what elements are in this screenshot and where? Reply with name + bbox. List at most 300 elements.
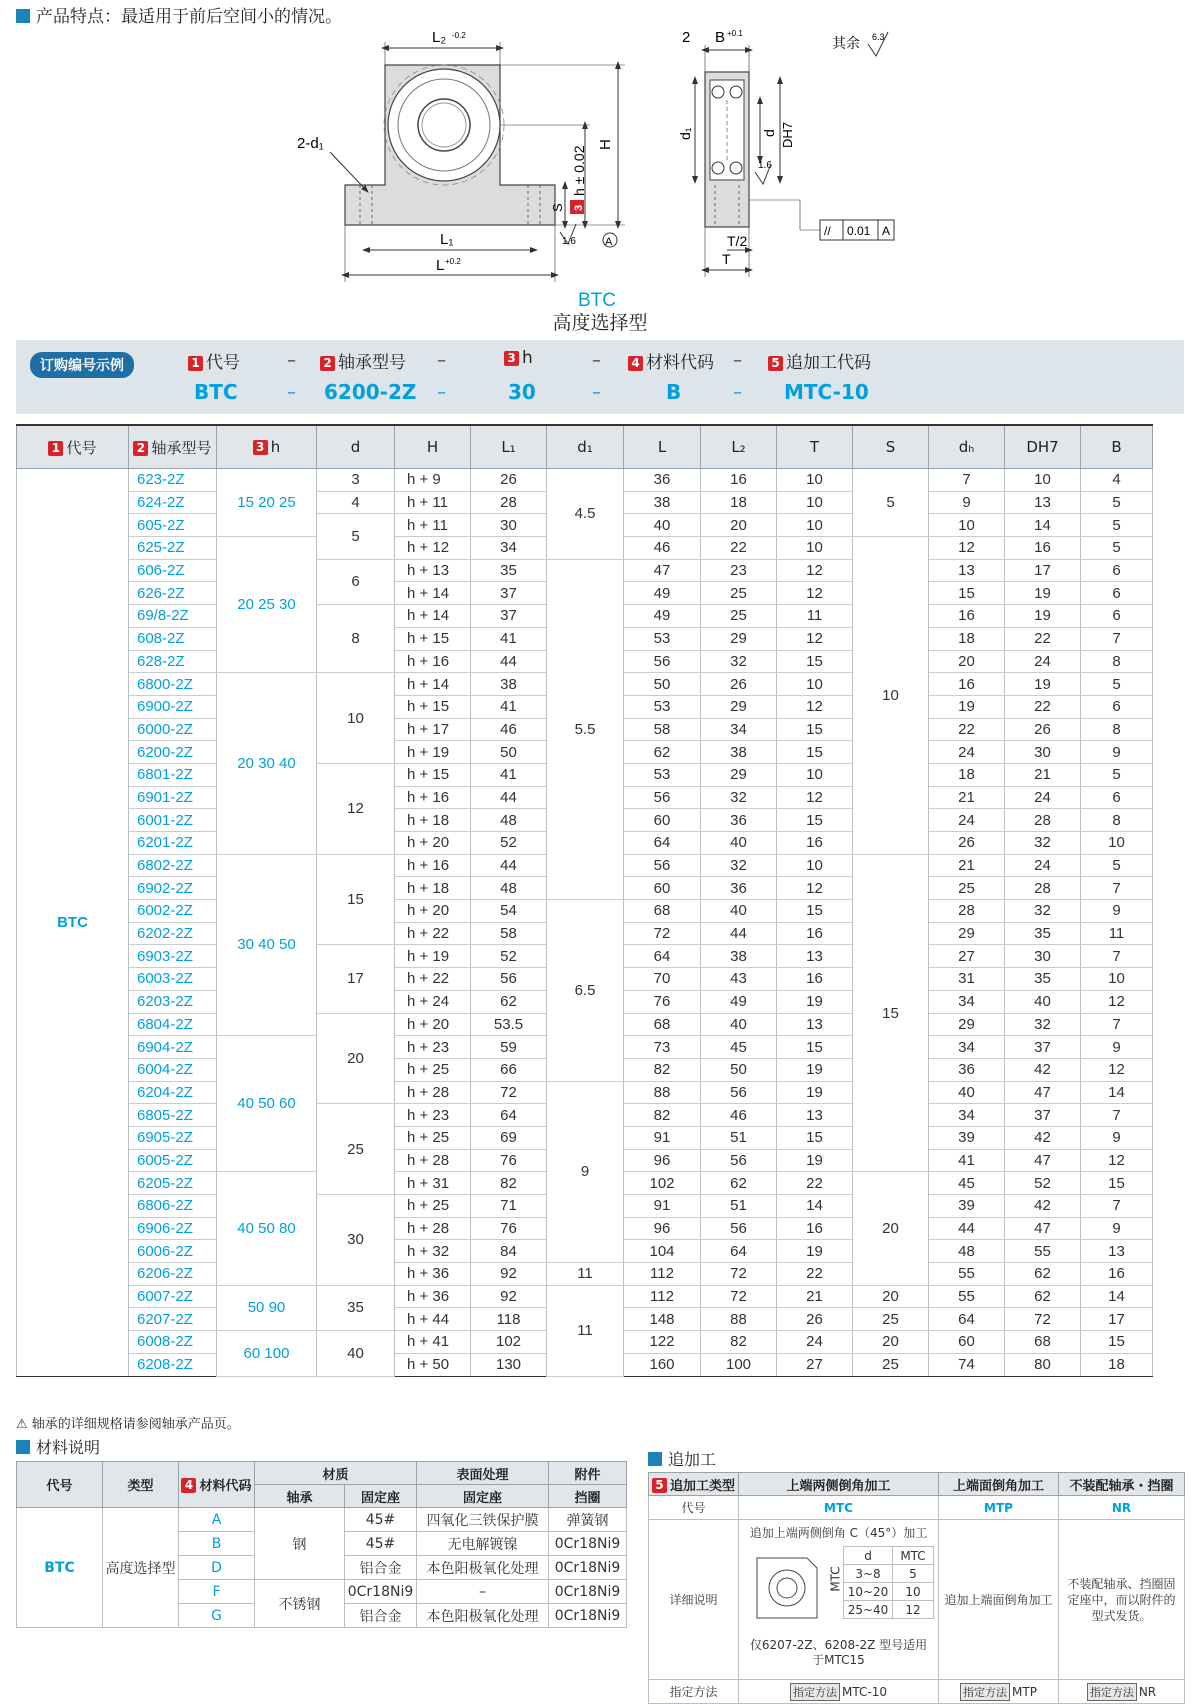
mat-type-cell: 高度选择型 [103,1508,179,1628]
bearing-bore-circle [418,99,470,151]
svg-text:6.3: 6.3 [872,32,885,42]
L1-cell: 30 [471,514,547,537]
L1-cell: 82 [471,1172,547,1195]
T-cell: 19 [777,1149,853,1172]
bearing-model-cell: 6203-2Z [129,990,217,1013]
bearing-model-cell: 6904-2Z [129,1036,217,1059]
L2-cell: 34 [701,718,777,741]
L-cell: 88 [624,1081,701,1104]
B-cell: 12 [1081,990,1153,1013]
bearing-model-cell: 6905-2Z [129,1126,217,1149]
B-cell: 9 [1081,1217,1153,1240]
H-cell: h + 25 [395,1058,471,1081]
L2-cell: 20 [701,514,777,537]
bearing-model-cell: 6004-2Z [129,1058,217,1081]
spec-col-header: DH7 [1005,425,1081,469]
dh-cell: 44 [929,1217,1005,1240]
d-cell: 20 [317,1013,395,1104]
mat-subheader: 固定座 [417,1485,549,1508]
d1-cell: 11 [547,1285,624,1376]
drawing-svg [0,0,1200,320]
DH7-cell: 35 [1005,922,1081,945]
H-cell: h + 18 [395,877,471,900]
dh-cell: 28 [929,900,1005,923]
dh-cell: 16 [929,605,1005,628]
DH7-cell: 30 [1005,741,1081,764]
mat-surface-cell: 四氧化三铁保护膜 [417,1508,549,1532]
dh-cell: 15 [929,582,1005,605]
L2-cell: 100 [701,1353,777,1376]
DH7-cell: 62 [1005,1263,1081,1286]
L2-cell: 50 [701,1058,777,1081]
L2-cell: 51 [701,1126,777,1149]
dh-cell: 22 [929,718,1005,741]
mat-surface-cell: 无电解镀镍 [417,1532,549,1556]
bearing-note-text: 轴承的详细规格请参阅轴承产品页。 [31,1417,240,1432]
DH7-cell: 47 [1005,1217,1081,1240]
B-cell: 6 [1081,559,1153,582]
L1-cell: 72 [471,1081,547,1104]
dh-cell: 24 [929,741,1005,764]
dh-cell: 34 [929,1036,1005,1059]
H-cell: h + 24 [395,990,471,1013]
dh-cell: 18 [929,627,1005,650]
B-cell: 5 [1081,854,1153,877]
L2-cell: 82 [701,1331,777,1354]
L-cell: 96 [624,1217,701,1240]
dh-cell: 60 [929,1331,1005,1354]
number-badge: 2 [320,356,335,371]
d-cell: 8 [317,605,395,673]
svg-text:+0.2: +0.2 [445,257,461,266]
L2-cell: 46 [701,1104,777,1127]
spec-col-header: L₂ [701,425,777,469]
T-cell: 13 [777,1104,853,1127]
h-options-cell: 40 50 80 [217,1172,317,1285]
H-cell: h + 15 [395,763,471,786]
bearing-model-cell: 6008-2Z [129,1331,217,1354]
H-cell: h + 15 [395,695,471,718]
T-cell: 16 [777,1217,853,1240]
h-options-cell: 15 20 25 [217,469,317,537]
T-cell: 10 [777,469,853,492]
L-cell: 122 [624,1331,701,1354]
S-cell: 5 [853,469,929,537]
L1-cell: 53.5 [471,1013,547,1036]
B-cell: 7 [1081,877,1153,900]
DH7-cell: 42 [1005,1195,1081,1218]
d-cell: 3 [317,469,395,492]
T-cell: 16 [777,832,853,855]
L2-cell: 29 [701,695,777,718]
mat-seat-cell: 铝合金 [345,1556,417,1580]
mtc-row-d: 10~20 [844,1583,893,1601]
spec-table [16,424,1153,1377]
material-section-header [16,1435,100,1458]
h-options-cell: 40 50 60 [217,1036,317,1172]
mat-seat-cell: 45# [345,1532,417,1556]
L-cell: 82 [624,1104,701,1127]
H-cell: h + 23 [395,1104,471,1127]
T-cell: 12 [777,582,853,605]
number-badge: 4 [628,356,643,371]
svg-text:1.6: 1.6 [562,236,576,247]
B-cell: 6 [1081,582,1153,605]
H-cell: h + 41 [395,1331,471,1354]
DH7-cell: 26 [1005,718,1081,741]
mtc-detail-title: 追加上端两侧倒角 C（45°）加工 [749,1526,928,1540]
B-cell: 18 [1081,1353,1153,1376]
bearing-model-cell: 6805-2Z [129,1104,217,1127]
svg-text:A: A [882,224,891,238]
S-cell: 20 [853,1331,929,1354]
dh-cell: 7 [929,469,1005,492]
L2-cell: 45 [701,1036,777,1059]
extra-spec-mtc: 指定方法 MTC-10 [739,1680,939,1704]
order-example-bar [16,340,1184,414]
svg-text:A: A [605,236,613,248]
L-cell: 56 [624,854,701,877]
L1-cell: 71 [471,1195,547,1218]
svg-text:L₂: L₂ [432,29,447,46]
B-cell: 5 [1081,514,1153,537]
L1-cell: 41 [471,695,547,718]
L-cell: 64 [624,832,701,855]
H-cell: h + 36 [395,1263,471,1286]
T-cell: 26 [777,1308,853,1331]
B-cell: 17 [1081,1308,1153,1331]
dh-cell: 27 [929,945,1005,968]
H-cell: h + 16 [395,786,471,809]
T-cell: 15 [777,741,853,764]
T-cell: 15 [777,809,853,832]
H-cell: h + 9 [395,469,471,492]
L2-cell: 64 [701,1240,777,1263]
L-cell: 62 [624,741,701,764]
dh-cell: 16 [929,673,1005,696]
L1-cell: 26 [471,469,547,492]
T-cell: 19 [777,1240,853,1263]
svg-text:3: 3 [573,204,585,211]
section-square-icon [16,1440,30,1454]
L-cell: 49 [624,605,701,628]
mtc-head-mtc: MTC [893,1547,934,1565]
order-separator: – [592,350,601,371]
T-cell: 10 [777,537,853,560]
L1-cell: 37 [471,582,547,605]
bearing-model-cell: 6903-2Z [129,945,217,968]
spec-col-header: 1 代号 [17,425,129,469]
DH7-cell: 42 [1005,1126,1081,1149]
L1-cell: 52 [471,832,547,855]
dh-cell: 48 [929,1240,1005,1263]
H-cell: h + 14 [395,582,471,605]
L1-cell: 34 [471,537,547,560]
DH7-cell: 37 [1005,1036,1081,1059]
L2-cell: 26 [701,673,777,696]
bearing-model-cell: 628-2Z [129,650,217,673]
d1-cell: 9 [547,1081,624,1263]
L1-cell: 58 [471,922,547,945]
mtc-head-d: d [844,1547,893,1565]
L-cell: 36 [624,469,701,492]
order-value: 30 [508,380,536,404]
order-value: B [666,380,682,404]
bearing-model-cell: 6205-2Z [129,1172,217,1195]
extra-detail-label: 详细说明 [649,1520,739,1680]
L1-cell: 56 [471,968,547,991]
extra-code-mtc: MTC [739,1496,939,1520]
L2-cell: 72 [701,1263,777,1286]
L-cell: 53 [624,695,701,718]
extra-spec-nr: 指定方法 NR [1059,1680,1185,1704]
L-cell: 58 [624,718,701,741]
bearing-model-cell: 6204-2Z [129,1081,217,1104]
L-cell: 68 [624,1013,701,1036]
number-badge: 1 [188,356,203,371]
drawing-model: BTC [578,290,616,311]
DH7-cell: 13 [1005,491,1081,514]
L1-cell: 130 [471,1353,547,1376]
DH7-cell: 21 [1005,763,1081,786]
T-cell: 15 [777,718,853,741]
h-options-cell: 50 90 [217,1285,317,1330]
H-cell: h + 14 [395,673,471,696]
L-cell: 60 [624,809,701,832]
L-cell: 46 [624,537,701,560]
extra-col1-header: 上端两侧倒角加工 [739,1473,939,1496]
H-cell: h + 16 [395,854,471,877]
L-cell: 72 [624,922,701,945]
T-cell: 22 [777,1263,853,1286]
L2-cell: 29 [701,763,777,786]
mat-h-matcode: 4 材料代码 [179,1462,255,1508]
L-cell: 70 [624,968,701,991]
mat-subheader: 挡圈 [549,1485,627,1508]
bearing-model-cell: 625-2Z [129,537,217,560]
B-cell: 10 [1081,832,1153,855]
order-label: 2 轴承型号 [320,348,406,373]
H-cell: h + 50 [395,1353,471,1376]
bearing-model-cell: 6006-2Z [129,1240,217,1263]
H-cell: h + 15 [395,627,471,650]
L2-cell: 40 [701,900,777,923]
order-label: 4 材料代码 [628,348,714,373]
bearing-note [16,1413,240,1432]
bearing-model-cell: 626-2Z [129,582,217,605]
page-title: 产品特点：最适用于前后空间小的情况。 [36,7,342,27]
dh-cell: 19 [929,695,1005,718]
L-cell: 112 [624,1263,701,1286]
DH7-cell: 55 [1005,1240,1081,1263]
DH7-cell: 19 [1005,582,1081,605]
DH7-cell: 32 [1005,832,1081,855]
L-cell: 49 [624,582,701,605]
table-row [17,1081,1153,1104]
bearing-model-cell: 6806-2Z [129,1195,217,1218]
bearing-model-cell: 6208-2Z [129,1353,217,1376]
B-cell: 7 [1081,1013,1153,1036]
spec-col-header: dₕ [929,425,1005,469]
B-cell: 7 [1081,1104,1153,1127]
L-cell: 68 [624,900,701,923]
T-cell: 10 [777,854,853,877]
mtc-row-v: 10 [893,1583,934,1601]
L-cell: 82 [624,1058,701,1081]
extra-code-mtp: MTP [939,1496,1059,1520]
L-cell: 102 [624,1172,701,1195]
L1-cell: 62 [471,990,547,1013]
table-row [17,1285,1153,1308]
mtc-row-d: 3~8 [844,1565,893,1583]
L2-cell: 32 [701,786,777,809]
order-value: 6200-2Z [324,380,417,404]
DH7-cell: 68 [1005,1331,1081,1354]
H-cell: h + 25 [395,1195,471,1218]
chamfer-diagram [747,1548,827,1628]
L-cell: 112 [624,1285,701,1308]
extra-spec-mtp: 指定方法 MTP [939,1680,1059,1704]
mat-letter-cell: B [179,1532,255,1556]
mat-seat-cell: 0Cr18Ni9 [345,1580,417,1604]
bearing-model-cell: 6801-2Z [129,763,217,786]
L1-cell: 48 [471,809,547,832]
svg-text:其余: 其余 [832,35,860,51]
DH7-cell: 35 [1005,968,1081,991]
order-separator: – [733,382,742,403]
order-value: MTC-10 [784,380,869,404]
T-cell: 10 [777,514,853,537]
svg-text:0.01: 0.01 [847,224,871,238]
bearing-model-cell: 608-2Z [129,627,217,650]
L1-cell: 41 [471,763,547,786]
L1-cell: 66 [471,1058,547,1081]
L-cell: 64 [624,945,701,968]
H-cell: h + 28 [395,1149,471,1172]
bearing-model-cell: 6007-2Z [129,1285,217,1308]
DH7-cell: 22 [1005,627,1081,650]
L-cell: 47 [624,559,701,582]
svg-text:DH7: DH7 [780,121,795,148]
B-cell: 9 [1081,1036,1153,1059]
drawing-caption: 高度选择型 [552,312,648,334]
L1-cell: 46 [471,718,547,741]
T-cell: 22 [777,1172,853,1195]
order-separator: – [437,350,446,371]
L1-cell: 52 [471,945,547,968]
number-badge: 3 [253,440,268,455]
H-cell: h + 22 [395,968,471,991]
L2-cell: 36 [701,809,777,832]
bearing-model-cell: 6000-2Z [129,718,217,741]
H-cell: h + 44 [395,1308,471,1331]
mat-h-acc: 附件 [549,1462,627,1485]
mat-letter-cell: A [179,1508,255,1532]
order-separator: – [437,382,446,403]
DH7-cell: 19 [1005,605,1081,628]
mat-ring-cell: 0Cr18Ni9 [549,1556,627,1580]
L-cell: 56 [624,650,701,673]
dh-cell: 26 [929,832,1005,855]
table-row [17,469,1153,492]
L-cell: 148 [624,1308,701,1331]
order-separator: – [287,382,296,403]
B-cell: 5 [1081,491,1153,514]
mat-letter-cell: D [179,1556,255,1580]
dh-cell: 64 [929,1308,1005,1331]
spec-col-header: H [395,425,471,469]
H-cell: h + 25 [395,1126,471,1149]
DH7-cell: 14 [1005,514,1081,537]
T-cell: 12 [777,877,853,900]
order-value: BTC [194,380,238,404]
H-cell: h + 12 [395,537,471,560]
bearing-model-cell: 6003-2Z [129,968,217,991]
L-cell: 91 [624,1126,701,1149]
B-cell: 5 [1081,537,1153,560]
mat-code-cell: BTC [17,1508,103,1628]
T-cell: 19 [777,990,853,1013]
L2-cell: 51 [701,1195,777,1218]
bearing-model-cell: 6005-2Z [129,1149,217,1172]
B-cell: 15 [1081,1172,1153,1195]
L-cell: 40 [624,514,701,537]
H-cell: h + 16 [395,650,471,673]
d1-cell: 11 [547,1263,624,1286]
svg-text:T: T [722,251,731,267]
T-cell: 12 [777,695,853,718]
bearing-model-cell: 6200-2Z [129,741,217,764]
B-cell: 14 [1081,1285,1153,1308]
L1-cell: 48 [471,877,547,900]
DH7-cell: 24 [1005,650,1081,673]
extra-code-label: 代号 [649,1496,739,1520]
DH7-cell: 17 [1005,559,1081,582]
d1-cell: 5.5 [547,559,624,899]
section-square-icon [648,1452,662,1466]
material-header-row [17,1462,627,1485]
bearing-model-cell: 6900-2Z [129,695,217,718]
B-cell: 9 [1081,1126,1153,1149]
B-cell: 16 [1081,1263,1153,1286]
d-cell: 12 [317,763,395,854]
mat-surface-cell: – [417,1580,549,1604]
mat-bearing-cell: 不锈钢 [255,1580,345,1628]
B-cell: 6 [1081,695,1153,718]
spec-col-header: L₁ [471,425,547,469]
mat-letter-cell: G [179,1604,255,1628]
extra-processing-table [648,1472,1185,1704]
number-badge: 3 [504,351,519,366]
L-cell: 53 [624,627,701,650]
H-cell: h + 20 [395,900,471,923]
H-cell: h + 18 [395,809,471,832]
bearing-model-cell: 6800-2Z [129,673,217,696]
order-example-pill: 订购编号示例 [30,352,134,378]
svg-text:B: B [715,29,726,46]
L2-cell: 72 [701,1285,777,1308]
d-cell: 25 [317,1104,395,1195]
T-cell: 10 [777,491,853,514]
dh-cell: 29 [929,922,1005,945]
B-cell: 12 [1081,1149,1153,1172]
spec-col-header: L [624,425,701,469]
svg-text:2-d₁: 2-d₁ [297,135,324,152]
L-cell: 73 [624,1036,701,1059]
DH7-cell: 37 [1005,1104,1081,1127]
extra-code-nr: NR [1059,1496,1185,1520]
DH7-cell: 10 [1005,469,1081,492]
